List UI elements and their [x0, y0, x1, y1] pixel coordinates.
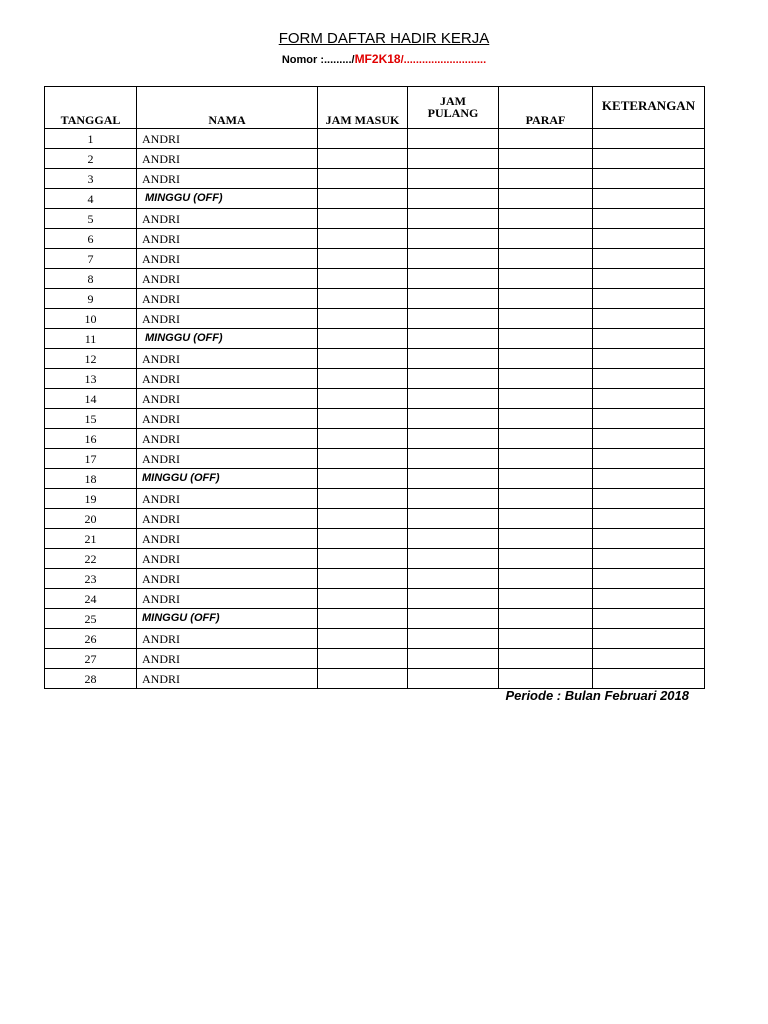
nama-cell: ANDRI: [137, 629, 318, 649]
nama-cell: ANDRI: [137, 349, 318, 369]
attendance-table: [44, 86, 705, 689]
tanggal-cell: 27: [45, 649, 137, 669]
jam-pulang-cell[interactable]: [408, 529, 499, 549]
jam-pulang-cell[interactable]: [408, 129, 499, 149]
tanggal-cell: 24: [45, 589, 137, 609]
table-row: [45, 669, 705, 689]
jam-pulang-cell[interactable]: [408, 389, 499, 409]
form-title-text: FORM DAFTAR HADIR KERJA: [278, 30, 490, 47]
table-row: [45, 649, 705, 669]
paraf-cell[interactable]: [499, 269, 593, 289]
jam-pulang-cell[interactable]: [408, 489, 499, 509]
keterangan-cell[interactable]: [593, 429, 705, 449]
jam-pulang-cell[interactable]: [408, 509, 499, 529]
keterangan-cell[interactable]: [593, 629, 705, 649]
form-title: [0, 30, 768, 47]
paraf-cell[interactable]: [499, 389, 593, 409]
jam-masuk-cell[interactable]: [318, 169, 408, 189]
keterangan-cell[interactable]: [593, 289, 705, 309]
jam-pulang-cell[interactable]: [408, 669, 499, 689]
tanggal-cell: 28: [45, 669, 137, 689]
keterangan-cell[interactable]: [593, 569, 705, 589]
keterangan-cell[interactable]: [593, 369, 705, 389]
table-row: [45, 209, 705, 229]
paraf-cell[interactable]: [499, 129, 593, 149]
jam-pulang-cell[interactable]: [408, 429, 499, 449]
paraf-cell[interactable]: [499, 569, 593, 589]
nama-cell: MINGGU (OFF): [137, 469, 318, 489]
keterangan-cell[interactable]: [593, 609, 705, 629]
jam-masuk-cell[interactable]: [318, 269, 408, 289]
table-row: [45, 129, 705, 149]
paraf-cell[interactable]: [499, 549, 593, 569]
keterangan-cell[interactable]: [593, 649, 705, 669]
header-row: [45, 87, 705, 129]
nama-cell: MINGGU (OFF): [137, 329, 318, 349]
tanggal-cell: 5: [45, 209, 137, 229]
jam-masuk-cell[interactable]: [318, 669, 408, 689]
header-jam-pulang: [408, 87, 499, 129]
paraf-cell[interactable]: [499, 629, 593, 649]
jam-pulang-cell[interactable]: [408, 329, 499, 349]
nama-cell: ANDRI: [137, 389, 318, 409]
table-row: [45, 289, 705, 309]
nama-cell: ANDRI: [137, 449, 318, 469]
nama-cell: ANDRI: [137, 229, 318, 249]
jam-pulang-cell[interactable]: [408, 369, 499, 389]
nomor-prefix: Nomor :........./: [281, 54, 355, 66]
tanggal-cell: 7: [45, 249, 137, 269]
table-row: [45, 529, 705, 549]
jam-masuk-cell[interactable]: [318, 589, 408, 609]
paraf-cell[interactable]: [499, 469, 593, 489]
keterangan-cell[interactable]: [593, 669, 705, 689]
jam-masuk-cell[interactable]: [318, 489, 408, 509]
paraf-cell[interactable]: [499, 429, 593, 449]
jam-pulang-cell[interactable]: [408, 569, 499, 589]
nama-cell: ANDRI: [137, 209, 318, 229]
jam-pulang-cell[interactable]: [408, 649, 499, 669]
paraf-cell[interactable]: [499, 669, 593, 689]
tanggal-cell: 19: [45, 489, 137, 509]
table-row: [45, 429, 705, 449]
keterangan-cell[interactable]: [593, 129, 705, 149]
table-row: [45, 609, 705, 629]
nama-cell: ANDRI: [137, 369, 318, 389]
keterangan-cell[interactable]: [593, 529, 705, 549]
keterangan-cell[interactable]: [593, 549, 705, 569]
jam-masuk-cell[interactable]: [318, 609, 408, 629]
nama-cell: ANDRI: [137, 289, 318, 309]
tanggal-cell: 14: [45, 389, 137, 409]
nama-cell: ANDRI: [137, 569, 318, 589]
jam-pulang-cell[interactable]: [408, 229, 499, 249]
table-row: [45, 189, 705, 209]
jam-masuk-cell[interactable]: [318, 289, 408, 309]
keterangan-cell[interactable]: [593, 389, 705, 409]
keterangan-cell[interactable]: [593, 269, 705, 289]
table-row: [45, 249, 705, 269]
jam-masuk-cell[interactable]: [318, 129, 408, 149]
jam-masuk-cell[interactable]: [318, 529, 408, 549]
jam-masuk-cell[interactable]: [318, 649, 408, 669]
tanggal-cell: 15: [45, 409, 137, 429]
keterangan-cell[interactable]: [593, 229, 705, 249]
header-nama: NAMA: [137, 87, 318, 129]
jam-pulang-cell[interactable]: [408, 289, 499, 309]
paraf-cell[interactable]: [499, 589, 593, 609]
paraf-cell[interactable]: [499, 349, 593, 369]
table-row: [45, 589, 705, 609]
keterangan-cell[interactable]: [593, 209, 705, 229]
jam-pulang-cell[interactable]: [408, 189, 499, 209]
jam-pulang-cell[interactable]: [408, 449, 499, 469]
nama-cell: ANDRI: [137, 489, 318, 509]
nama-cell: ANDRI: [137, 129, 318, 149]
jam-pulang-cell[interactable]: [408, 589, 499, 609]
tanggal-cell: 11: [45, 329, 137, 349]
keterangan-cell[interactable]: [593, 309, 705, 329]
table-row: [45, 169, 705, 189]
jam-pulang-cell[interactable]: [408, 549, 499, 569]
table-row: [45, 149, 705, 169]
keterangan-cell[interactable]: [593, 409, 705, 429]
jam-masuk-cell[interactable]: [318, 349, 408, 369]
paraf-cell[interactable]: [499, 169, 593, 189]
keterangan-cell[interactable]: [593, 249, 705, 269]
table-row: [45, 329, 705, 349]
table-row: [45, 349, 705, 369]
keterangan-cell[interactable]: [593, 169, 705, 189]
tanggal-cell: 12: [45, 349, 137, 369]
jam-masuk-cell[interactable]: [318, 189, 408, 209]
jam-pulang-cell[interactable]: [408, 149, 499, 169]
header-paraf: PARAF: [499, 87, 593, 129]
nomor-code: MF2K18: [354, 52, 401, 66]
paraf-cell[interactable]: [499, 289, 593, 309]
jam-masuk-cell[interactable]: [318, 309, 408, 329]
jam-masuk-cell[interactable]: [318, 469, 408, 489]
document-number: [0, 52, 768, 66]
tanggal-cell: 25: [45, 609, 137, 629]
jam-masuk-cell[interactable]: [318, 569, 408, 589]
tanggal-cell: 10: [45, 309, 137, 329]
paraf-cell[interactable]: [499, 529, 593, 549]
jam-masuk-cell[interactable]: [318, 549, 408, 569]
nama-cell: ANDRI: [137, 509, 318, 529]
header-jam-masuk: JAM MASUK: [318, 87, 408, 129]
nama-cell: ANDRI: [137, 269, 318, 289]
table-row: [45, 369, 705, 389]
paraf-cell[interactable]: [499, 149, 593, 169]
nomor-suffix: /...........................: [400, 54, 487, 66]
jam-masuk-cell[interactable]: [318, 149, 408, 169]
nama-cell: ANDRI: [137, 649, 318, 669]
header-keterangan: KETERANGAN: [593, 87, 705, 129]
nama-cell: ANDRI: [137, 409, 318, 429]
nama-cell: ANDRI: [137, 529, 318, 549]
keterangan-cell[interactable]: [593, 449, 705, 469]
paraf-cell[interactable]: [499, 449, 593, 469]
paraf-cell[interactable]: [499, 189, 593, 209]
paraf-cell[interactable]: [499, 229, 593, 249]
jam-masuk-cell[interactable]: [318, 209, 408, 229]
jam-pulang-cell[interactable]: [408, 469, 499, 489]
table-row: [45, 629, 705, 649]
tanggal-cell: 26: [45, 629, 137, 649]
nama-cell: ANDRI: [137, 549, 318, 569]
table-row: [45, 409, 705, 429]
tanggal-cell: 4: [45, 189, 137, 209]
header-jam-pulang-text: JAM PULANG: [427, 93, 479, 120]
nama-cell: MINGGU (OFF): [137, 609, 318, 629]
jam-pulang-cell[interactable]: [408, 609, 499, 629]
jam-pulang-cell[interactable]: [408, 209, 499, 229]
period-label: Periode : Bulan Februari 2018: [505, 688, 689, 703]
keterangan-cell[interactable]: [593, 509, 705, 529]
keterangan-cell[interactable]: [593, 349, 705, 369]
table-row: [45, 549, 705, 569]
jam-pulang-cell[interactable]: [408, 349, 499, 369]
jam-masuk-cell[interactable]: [318, 409, 408, 429]
keterangan-cell[interactable]: [593, 489, 705, 509]
paraf-cell[interactable]: [499, 309, 593, 329]
table-row: [45, 269, 705, 289]
table-row: [45, 309, 705, 329]
keterangan-cell[interactable]: [593, 149, 705, 169]
jam-masuk-cell[interactable]: [318, 369, 408, 389]
tanggal-cell: 13: [45, 369, 137, 389]
table-row: [45, 229, 705, 249]
keterangan-cell[interactable]: [593, 189, 705, 209]
tanggal-cell: 3: [45, 169, 137, 189]
jam-pulang-cell[interactable]: [408, 269, 499, 289]
jam-pulang-cell[interactable]: [408, 169, 499, 189]
table-row: [45, 389, 705, 409]
jam-masuk-cell[interactable]: [318, 329, 408, 349]
jam-pulang-cell[interactable]: [408, 629, 499, 649]
paraf-cell[interactable]: [499, 489, 593, 509]
table-row: [45, 449, 705, 469]
header-tanggal: TANGGAL: [45, 87, 137, 129]
nama-cell: ANDRI: [137, 309, 318, 329]
paraf-cell[interactable]: [499, 649, 593, 669]
jam-pulang-cell[interactable]: [408, 249, 499, 269]
nama-cell: MINGGU (OFF): [137, 189, 318, 209]
tanggal-cell: 1: [45, 129, 137, 149]
nama-cell: ANDRI: [137, 669, 318, 689]
keterangan-cell[interactable]: [593, 469, 705, 489]
table-row: [45, 469, 705, 489]
paraf-cell[interactable]: [499, 329, 593, 349]
paraf-cell[interactable]: [499, 609, 593, 629]
jam-masuk-cell[interactable]: [318, 509, 408, 529]
tanggal-cell: 18: [45, 469, 137, 489]
table-row: [45, 489, 705, 509]
tanggal-cell: 17: [45, 449, 137, 469]
table-row: [45, 509, 705, 529]
paraf-cell[interactable]: [499, 249, 593, 269]
jam-masuk-cell[interactable]: [318, 449, 408, 469]
jam-masuk-cell[interactable]: [318, 629, 408, 649]
jam-masuk-cell[interactable]: [318, 229, 408, 249]
jam-pulang-cell[interactable]: [408, 409, 499, 429]
nama-cell: ANDRI: [137, 169, 318, 189]
table-row: [45, 569, 705, 589]
tanggal-cell: 16: [45, 429, 137, 449]
paraf-cell[interactable]: [499, 509, 593, 529]
nama-cell: ANDRI: [137, 149, 318, 169]
nama-cell: ANDRI: [137, 249, 318, 269]
paraf-cell[interactable]: [499, 369, 593, 389]
tanggal-cell: 20: [45, 509, 137, 529]
jam-masuk-cell[interactable]: [318, 429, 408, 449]
jam-pulang-cell[interactable]: [408, 309, 499, 329]
keterangan-cell[interactable]: [593, 589, 705, 609]
paraf-cell[interactable]: [499, 209, 593, 229]
jam-masuk-cell[interactable]: [318, 249, 408, 269]
tanggal-cell: 22: [45, 549, 137, 569]
tanggal-cell: 21: [45, 529, 137, 549]
tanggal-cell: 23: [45, 569, 137, 589]
paraf-cell[interactable]: [499, 409, 593, 429]
nama-cell: ANDRI: [137, 589, 318, 609]
jam-masuk-cell[interactable]: [318, 389, 408, 409]
tanggal-cell: 8: [45, 269, 137, 289]
tanggal-cell: 6: [45, 229, 137, 249]
nama-cell: ANDRI: [137, 429, 318, 449]
tanggal-cell: 2: [45, 149, 137, 169]
tanggal-cell: 9: [45, 289, 137, 309]
keterangan-cell[interactable]: [593, 329, 705, 349]
